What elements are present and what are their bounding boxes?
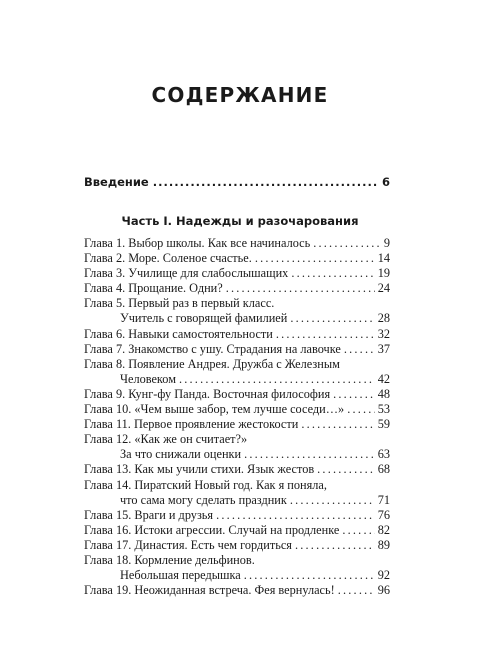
toc-entry-page: 71 — [377, 492, 390, 507]
toc-entry-line — [84, 251, 390, 266]
dot-leader — [244, 447, 375, 462]
toc-entry-line — [84, 417, 390, 432]
toc-entry-page: 14 — [377, 251, 390, 266]
toc-entry-title: Человеком — [120, 371, 176, 386]
toc-intro-page: 6 — [381, 175, 390, 189]
toc-entry-line — [84, 568, 390, 583]
toc-entry[interactable] — [84, 402, 390, 417]
toc-entry[interactable] — [84, 236, 390, 251]
toc-entry-title: Глава 8. Появление Андрея. Дружба с Железным — [84, 356, 340, 371]
toc-entry-title: Глава 10. «Чем выше забор, тем лучше соседи…» — [84, 402, 345, 417]
toc-entry-title: Глава 14. Пиратский Новый год. Как я поняла, — [84, 477, 327, 492]
dot-leader — [226, 281, 375, 296]
toc-entry-title: Глава 5. Первый раз в первый класс. — [84, 296, 275, 311]
toc-entry-page: 96 — [377, 583, 390, 598]
toc-entry-line — [84, 311, 390, 326]
toc-entry-line — [84, 538, 390, 553]
toc-entry-title: что сама могу сделать праздник — [120, 492, 287, 507]
toc-entry-title: Глава 19. Неожиданная встреча. Фея вернулась! — [84, 583, 335, 598]
dot-leader — [338, 583, 375, 598]
toc-entry[interactable] — [84, 478, 390, 508]
dot-leader — [295, 538, 375, 553]
toc-entry-line — [84, 327, 390, 342]
toc-entry-page: 48 — [377, 386, 390, 401]
toc-entry-line — [84, 478, 390, 493]
dot-leader — [276, 327, 375, 342]
toc-entry-page: 19 — [377, 266, 390, 281]
toc-entry-page: 89 — [377, 537, 390, 552]
toc-entry[interactable] — [84, 281, 390, 296]
toc-entry-title: Учитель с говорящей фамилией — [120, 311, 288, 326]
toc-entry[interactable] — [84, 553, 390, 583]
dot-leader — [291, 266, 374, 281]
toc-entry-line — [84, 281, 390, 296]
toc-entry-title: Глава 17. Династия. Есть чем гордиться — [84, 537, 292, 552]
toc-entry-page: 42 — [377, 371, 390, 386]
dot-leader — [290, 311, 374, 326]
toc-entry-title: Глава 18. Кормление дельфинов. — [84, 552, 255, 567]
toc-entry-line — [84, 402, 390, 417]
dot-leader — [153, 175, 378, 189]
toc-intro-entry[interactable] — [84, 175, 390, 189]
toc-entry[interactable] — [84, 266, 390, 281]
toc-entry-title: Глава 11. Первое проявление жестокости — [84, 417, 299, 432]
dot-leader — [342, 523, 374, 538]
dot-leader — [347, 402, 375, 417]
toc-entry-page: 9 — [383, 236, 390, 250]
toc-entry-page: 28 — [377, 311, 390, 326]
toc-entry-page: 59 — [377, 417, 390, 432]
toc-entry-line — [84, 508, 390, 523]
toc-entry-line — [84, 357, 390, 372]
toc-list — [84, 236, 390, 598]
dot-leader — [179, 372, 375, 387]
toc-entry-line — [84, 387, 390, 402]
toc-entry-line — [84, 266, 390, 281]
toc-entry-page: 92 — [377, 568, 390, 583]
toc-entry[interactable] — [84, 327, 390, 342]
toc-entry-page: 24 — [377, 281, 390, 296]
toc-entry[interactable] — [84, 432, 390, 462]
dot-leader — [244, 568, 375, 583]
toc-entry-title: Глава 7. Знакомство с ушу. Страдания на лавочке — [84, 341, 341, 356]
toc-entry[interactable] — [84, 251, 390, 266]
toc-entry[interactable] — [84, 342, 390, 357]
toc-entry-line — [84, 583, 390, 598]
dot-leader — [255, 251, 375, 266]
toc-entry-page: 76 — [377, 507, 390, 522]
toc-entry-page: 53 — [377, 402, 390, 417]
toc-entry-line — [84, 296, 390, 311]
toc-entry-title: Глава 9. Кунг-фу Панда. Восточная философия — [84, 386, 331, 401]
toc-entry-page: 32 — [377, 326, 390, 341]
toc-entry-title: Небольшая передышка — [120, 568, 241, 583]
toc-entry[interactable] — [84, 538, 390, 553]
toc-entry-line — [84, 462, 390, 477]
toc-entry-line — [84, 432, 390, 447]
toc-entry[interactable] — [84, 583, 390, 598]
toc-entry-title: Глава 2. Море. Соленое счастье. — [84, 251, 252, 266]
toc-entry[interactable] — [84, 508, 390, 523]
toc-entry-title: Глава 13. Как мы учили стихи. Язык жестов — [84, 462, 315, 477]
toc-entry-page: 68 — [377, 462, 390, 477]
toc-entry-line — [84, 523, 390, 538]
part-title: Часть I. Надежды и разочарования — [121, 214, 359, 228]
dot-leader — [333, 387, 375, 402]
toc-entry-title: Глава 16. Истоки агрессии. Случай на продленке — [84, 522, 340, 537]
toc-entry-title: Глава 15. Враги и друзья — [84, 507, 214, 522]
toc-entry-title: Глава 1. Выбор школы. Как все начиналось — [84, 236, 311, 250]
dot-leader — [317, 462, 375, 477]
toc-entry-title: Глава 6. Навыки самостоятельности — [84, 326, 273, 341]
page-title: СОДЕРЖАНИЕ — [151, 83, 329, 107]
toc-entry-page: 82 — [377, 522, 390, 537]
toc-entry[interactable] — [84, 523, 390, 538]
toc-entry-line — [84, 372, 390, 387]
toc-entry[interactable] — [84, 357, 390, 387]
dot-leader — [344, 342, 375, 357]
dot-leader — [301, 417, 374, 432]
toc-entry-line — [84, 236, 390, 251]
dot-leader — [313, 236, 381, 251]
toc-entry[interactable] — [84, 417, 390, 432]
toc-entry-title: Глава 4. Прощание. Одни? — [84, 281, 223, 296]
toc-entry-page: 37 — [377, 341, 390, 356]
toc-entry-line — [84, 342, 390, 357]
toc-entry-line — [84, 447, 390, 462]
toc-intro-label: Введение — [84, 175, 149, 189]
dot-leader — [290, 493, 375, 508]
toc-entry-title: Глава 3. Училище для слабослышащих — [84, 266, 289, 281]
toc-entry[interactable] — [84, 387, 390, 402]
toc-entry-title: За что снижали оценки — [120, 447, 242, 462]
dot-leader — [216, 508, 375, 523]
toc-entry-line — [84, 493, 390, 508]
toc-entry-title: Глава 12. «Как же он считает?» — [84, 432, 248, 447]
toc-entry[interactable] — [84, 462, 390, 477]
toc-entry[interactable] — [84, 296, 390, 326]
toc-entry-page: 63 — [377, 447, 390, 462]
toc-entry-line — [84, 553, 390, 568]
